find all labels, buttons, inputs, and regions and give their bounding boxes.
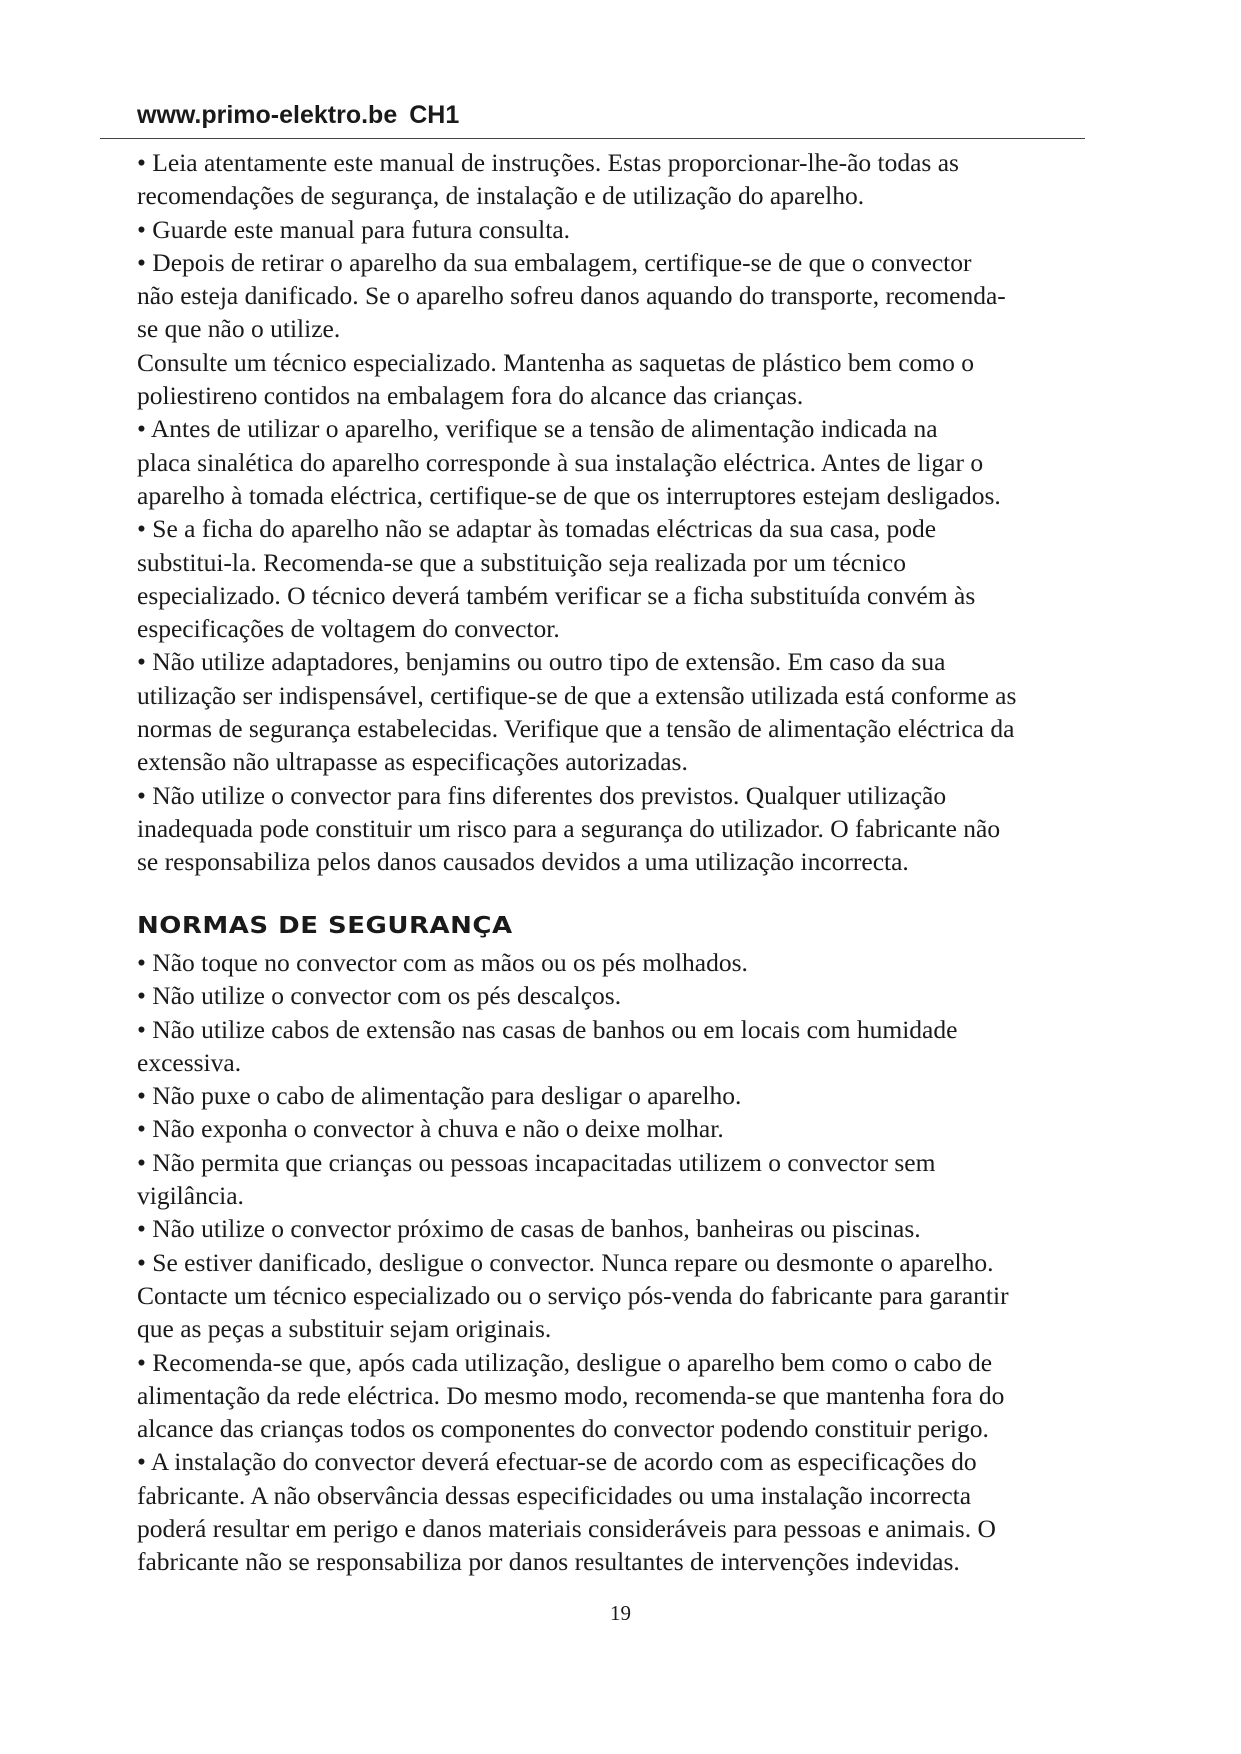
text-line: • Se estiver danificado, desligue o convector. Nunca repare ou desmonte o aparelho. — [137, 1247, 994, 1277]
text-line: • A instalação do convector deverá efectuar-se de acordo com as especificações do — [137, 1447, 977, 1477]
text-line: vigilância. — [137, 1181, 244, 1211]
text-line: • Não utilize o convector com os pés descalços. — [137, 981, 622, 1011]
text-line: utilização ser indispensável, certifique-se de que a extensão utilizada está conforme as — [137, 680, 1017, 710]
text-line: Contacte um técnico especializado ou o serviço pós-venda do fabricante para garantir — [137, 1280, 1009, 1310]
text-line: especializado. O técnico deverá também verificar se a ficha substituída convém às — [137, 580, 976, 610]
text-line: normas de segurança estabelecidas. Verifique que a tensão de alimentação eléctrica da — [137, 714, 1015, 744]
text-line: • Não puxe o cabo de alimentação para desligar o aparelho. — [137, 1081, 742, 1111]
text-line: poliestireno contidos na embalagem fora do alcance das crianças. — [137, 381, 804, 411]
section-title: NORMAS DE SEGURANÇA — [137, 912, 513, 940]
text-line: alcance das crianças todos os componentes do convector podendo constituir perigo. — [137, 1414, 989, 1444]
text-line: não esteja danificado. Se o aparelho sofreu danos aquando do transporte, recomenda- — [137, 281, 1006, 311]
header-code: CH1 — [409, 101, 460, 129]
text-line: alimentação da rede eléctrica. Do mesmo modo, recomenda-se que mantenha fora do — [137, 1380, 1005, 1410]
text-line: se responsabiliza pelos danos causados devidos a uma utilização incorrecta. — [137, 847, 909, 877]
text-line: Consulte um técnico especializado. Mantenha as saquetas de plástico bem como o — [137, 347, 974, 377]
text-line: • Recomenda-se que, após cada utilização, desligue o aparelho bem como o cabo de — [137, 1347, 993, 1377]
text-line: • Não exponha o convector à chuva e não o deixe molhar. — [137, 1114, 724, 1144]
text-line: recomendações de segurança, de instalação e de utilização do aparelho. — [137, 181, 865, 211]
header-rule — [100, 138, 1085, 139]
page-header — [137, 100, 459, 130]
text-line: especificações de voltagem do convector. — [137, 614, 560, 644]
text-line: • Guarde este manual para futura consulta. — [137, 214, 571, 244]
text-line: fabricante não se responsabiliza por danos resultantes de intervenções indevidas. — [137, 1547, 960, 1577]
text-line: • Depois de retirar o aparelho da sua embalagem, certifique-se de que o convector — [137, 247, 972, 277]
text-line: inadequada pode constituir um risco para a segurança do utilizador. O fabricante não — [137, 813, 1001, 843]
intro-text — [137, 146, 1107, 879]
text-line: • Não utilize o convector para fins diferentes dos previstos. Qualquer utilização — [137, 780, 947, 810]
text-line: • Se a ficha do aparelho não se adaptar às tomadas eléctricas da sua casa, pode — [137, 514, 937, 544]
text-line: se que não o utilize. — [137, 314, 341, 344]
text-line: extensão não ultrapasse as especificações autorizadas. — [137, 747, 688, 777]
header-site: www.primo-elektro.be — [137, 101, 398, 129]
text-line: • Não utilize adaptadores, benjamins ou outro tipo de extensão. Em caso da sua — [137, 647, 946, 677]
text-line: • Não utilize cabos de extensão nas casas de banhos ou em locais com humidade — [137, 1014, 958, 1044]
text-line: que as peças a substituir sejam originais. — [137, 1314, 552, 1344]
page-number: 19 — [610, 1601, 631, 1625]
text-line: • Não toque no convector com as mãos ou os pés molhados. — [137, 948, 748, 977]
text-line: fabricante. A não observância dessas especificidades ou uma instalação incorrecta — [137, 1480, 972, 1510]
text-line: poderá resultar em perigo e danos materiais consideráveis para pessoas e animais. O — [137, 1514, 996, 1544]
text-line: • Leia atentamente este manual de instruções. Estas proporcionar-lhe-ão todas as — [137, 148, 959, 177]
safety-text — [137, 946, 1107, 1579]
text-line: • Não utilize o convector próximo de casas de banhos, banheiras ou piscinas. — [137, 1214, 921, 1244]
text-line: substitui-la. Recomenda-se que a substituição seja realizada por um técnico — [137, 547, 906, 577]
text-line: aparelho à tomada eléctrica, certifique-se de que os interruptores estejam desligados. — [137, 480, 1001, 510]
text-line: excessiva. — [137, 1047, 242, 1077]
text-line: • Antes de utilizar o aparelho, verifique se a tensão de alimentação indicada na — [137, 414, 938, 444]
text-line: placa sinalética do aparelho corresponde à sua instalação eléctrica. Antes de ligar o — [137, 447, 984, 477]
text-line: • Não permita que crianças ou pessoas incapacitadas utilizem o convector sem — [137, 1147, 936, 1177]
